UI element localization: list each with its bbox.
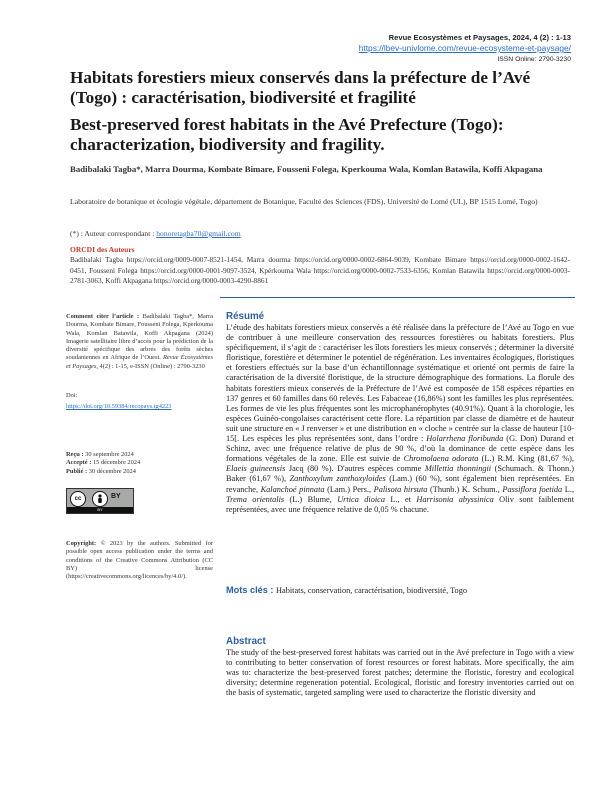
corresponding-author xyxy=(70,229,241,238)
species-name: Elaeis guineensis xyxy=(226,464,286,474)
keywords-label: Mots clés : xyxy=(226,585,277,595)
species-name: Holarrhena floribunda xyxy=(426,434,504,444)
resume-text: Jacq (80 %). D'autres espèces comme xyxy=(285,464,425,474)
cc-by-text: BY xyxy=(111,493,121,500)
cc-badge-body xyxy=(67,489,133,507)
received-label: Reçu : xyxy=(66,451,86,458)
resume-text: L’étude des habitats forestiers mieux conservés a été réalisée dans la préfecture de l’Avé au Togo en vue de contribuer à une meilleure conservation des ressources forestières ou habitats forestiers. Plus spécifiquement, il s’agit de : caractériser les îlots forestiers les mieux conservés ; déterminer la diversité floristique, forestière et déterminer le potentiel de régénération. Les inventaires écologiques, floristiques et forestiers effectués sur la base d’un échantillonnage systématique et orienté ont permis de faire la caractérisation de la diversité floristique, de la structure démographique des formations. La florule des habitats forestiers mieux conservés de la Préfecture de l’Avé est composée de 158 espèces réparties en 137 genres et 60 familles dans 60 relevés. Les Fabaceae (16,86%) sont les familles les plus représentées. Les formes de vie les plus fréquentes sont les microphanérophytes (40.91%). Quant à la chorologie, les espèces Guinéo-congolaises caractérisent cette flore. La répartition par classe de diamètre et de hauteur suit une structure en « J renverser » et une distribution en « cloche » centrée sur la classe de hauteur [10-15[. Les espèces les plus représentées sont, dans l’ordre : xyxy=(226,323,574,444)
resume-text: (Schumach. & Thonn.) Baker (61,67 %), xyxy=(226,464,574,484)
species-name: Trema orientalis xyxy=(226,494,285,504)
resume-text: L., et xyxy=(385,494,417,504)
resume-heading: Résumé xyxy=(226,311,265,322)
corresponding-label: (*) : Auteur correspondant : xyxy=(70,229,157,238)
keywords xyxy=(226,585,574,595)
dates-block xyxy=(66,451,213,476)
species-name: Zanthoxylum zanthoxyloides xyxy=(289,474,386,484)
species-name: Palisota hirsuta xyxy=(373,484,428,494)
species-name: Kalanchoé pinnata xyxy=(260,484,325,494)
copyright-label: Copyright: xyxy=(66,540,101,547)
doi-label: Doi: xyxy=(66,392,78,399)
citation-tail: , 4(2) : 1-15, e-ISSN (Online) : 2790-3230 xyxy=(96,362,205,370)
species-name: Millettia thonningii xyxy=(424,464,492,474)
citation-text: Badibalaki Tagba*, Marra Dourma, Kombate Bimare, Fousseni Folega, Kperkouma Wala, Komlan Batawila, Koffi Akpagana (2024) Imagerie satellitaire libre d’accès pour la prédiction de la diversité spécifique des arbres des forêts sèches soudaniennes en Afrique de l’Ouest. xyxy=(66,313,213,362)
issn: ISSN Online: 2790-3230 xyxy=(497,56,571,63)
citation-journal: Revue Écosystèmes et Paysages xyxy=(66,354,213,370)
journal-header: Revue Ecosystèmes et Paysages, 2024, 4 (2) : 1-13 xyxy=(388,33,571,42)
title-english: Best-preserved forest habitats in the Avé Prefecture (Togo): characterization, biodiversity and fragility. xyxy=(70,115,504,154)
resume-text: (L.) Blume, xyxy=(284,494,338,504)
received-date: 30 septembre 2024 xyxy=(85,451,134,458)
copyright-text: © 2023 by the authors. Submitted for possible open access publication under the terms and conditions of the Creative Commons Attribution (CC BY) license (https://creativecommons.org/licences/by/4.0/). xyxy=(66,540,213,581)
species-name: Harrisonia abyssinica xyxy=(416,494,494,504)
copyright-block xyxy=(66,540,213,581)
orcid-list[interactable]: Badibalaki Tagba https://orcid.org/0009-0007-8521-1454, Marra dourma https://orcid.org/0000-0002-6864-9039, Kombate Bimare https://orcid.org/0000-0002-1642-0451, Fousseni Folega https://orcid.org/0000-0001-9097-3524, Kpérkouma Wala https://orcid.org/0000-0002-7533-6356, Komlan Batawila https://orcid.org/0000-0003-2781-3063, Koffi Akpagana https://orcid.org/0000-0003-4290-8861 xyxy=(70,255,570,285)
resume-body xyxy=(226,323,574,515)
cc-badge-label: BY xyxy=(67,507,133,513)
species-name: Passiflora foetida xyxy=(502,484,563,494)
person-icon xyxy=(93,492,107,506)
citation-block xyxy=(66,313,213,371)
keywords-text: Habitats, conservation, caractérisation, biodiversité, Togo xyxy=(276,586,468,595)
abstract-body: The study of the best-preserved forest habitats was carried out in the Avé prefecture in Togo with a view to contributing to better conservation of forest resources or forest habitats. More specifically, the aim was to: characterize the best-preserved forest patches; determine the floristic, forestry and ecological diversity; determine regeneration potential. Ecological, floristic and forestry inventories carried out on the basis of systematic, targeted sampling were used to characterize the floristic diversity and xyxy=(226,648,574,698)
accepted-label: Accepté : xyxy=(66,459,93,467)
resume-text: (Thunb.) K. Schum., xyxy=(427,484,503,494)
resume-text: Oliv sont faiblement représentées, avec une fréquence relative de 0,05 % chacune. xyxy=(226,494,574,514)
title-french: Habitats forestiers mieux conservés dans la préfecture de l’Avé (Togo) : caractérisation, biodiversité et fragilité xyxy=(70,68,531,107)
resume-text: (G. Don) Durand et Schinz, avec une fréquence relative de plus de 90 %, d’où la dominance de cette espèce dans les formations végétales de la zone. Elle est suivie de xyxy=(226,434,574,464)
section-divider xyxy=(220,297,575,298)
resume-text: (Lam.) (60 %), sont également bien représentées. En revanche, xyxy=(226,474,574,494)
published-date: 30 décembre 2024 xyxy=(88,467,136,475)
journal-url-link[interactable]: https://lbev-univlome.com/revue-ecosysteme-et-paysage/ xyxy=(358,43,571,53)
resume-text: (Lam.) Pers., xyxy=(324,484,374,494)
corresponding-email-link[interactable]: honoretagba70@gmail.com xyxy=(156,229,241,238)
citation-label: Comment citer l’article : xyxy=(66,313,143,320)
resume-text: L., xyxy=(562,484,575,494)
resume-text: (L.) R.M. King (81,67 %), xyxy=(478,454,575,464)
author-list: Badibalaki Tagba*, Marra Dourma, Kombate Bimare, Fousseni Folega, Kperkouma Wala, Komlan Batawila, Koffi Akpagana xyxy=(70,164,543,174)
species-name: Urtica dioica xyxy=(337,494,385,504)
affiliation: Laboratoire de botanique et écologie végétale, département de Botanique, Faculté des Sciences (FDS), Université de Lomé (UL), BP 1515 Lomé, Togo) xyxy=(70,197,538,206)
published-label: Publié : xyxy=(66,467,89,475)
abstract-heading: Abstract xyxy=(226,636,266,647)
doi-block xyxy=(66,392,213,412)
cc-logo-icon: cc xyxy=(70,491,86,507)
orcid-heading: ORCDI des Auteurs xyxy=(70,245,135,254)
doi-link[interactable]: https://doi.org/10.59384/recopays.tg4223 xyxy=(66,403,172,411)
species-name: Chromolaena odorata xyxy=(403,454,479,464)
accepted-date: 15 décembre 2024 xyxy=(92,459,141,467)
attribution-person-icon xyxy=(92,491,108,507)
cc-by-license-badge[interactable] xyxy=(66,488,134,514)
